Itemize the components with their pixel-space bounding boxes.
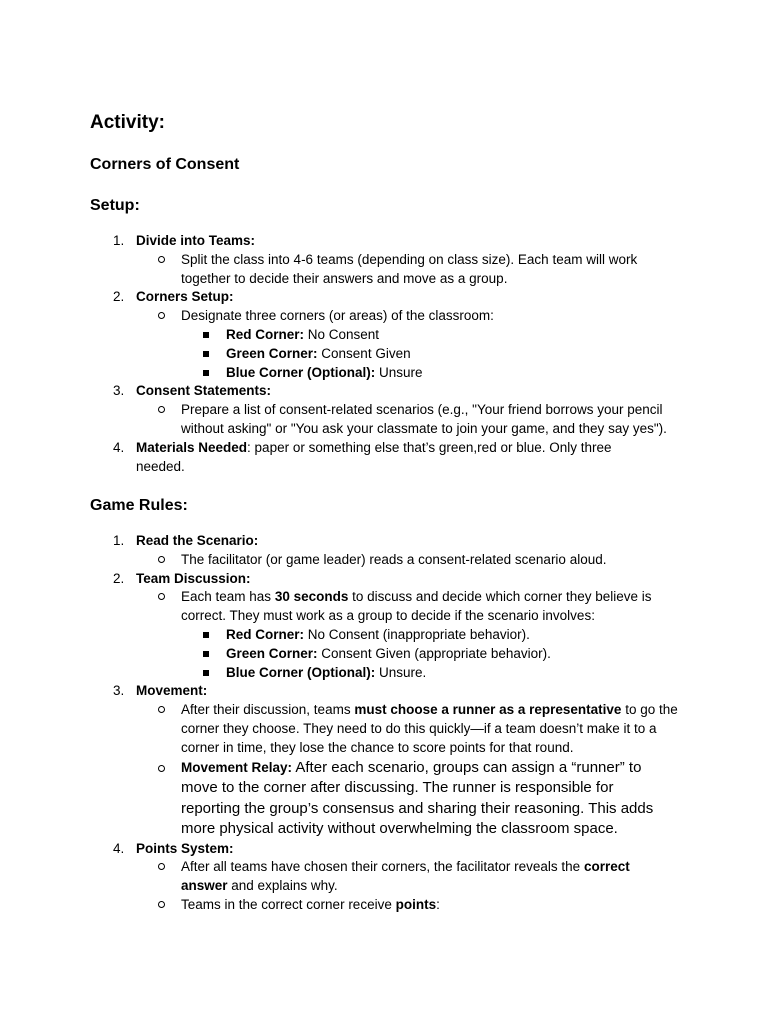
setup-item-3: 3. Consent Statements: [113,383,272,399]
hollow-bullet-icon [158,593,165,600]
hollow-bullet-icon [158,256,165,263]
rule-corner-blue: Blue Corner (Optional): Unsure. [0,664,768,683]
rule-item-3-detail-relay: Movement Relay: After each scenario, groups can assign a “runner” to move to the corner after discussing. The runner is responsible for reporting the group’s consensus and sharing their reasoning. This adds more physical activity without overwhelming the classroom space. [0,758,768,840]
activity-heading: Activity: [90,112,165,133]
square-bullet-icon [203,651,209,657]
game-rules-heading: Game Rules: [90,497,188,514]
square-bullet-icon [203,670,209,676]
square-bullet-icon [203,370,209,376]
rule-item-2: 2. Team Discussion: [113,570,251,586]
corner-green: Green Corner: Consent Given [0,345,768,364]
setup-item-2-detail: Designate three corners (or areas) of the classroom: [0,307,768,326]
rules-list [0,532,768,915]
rule-item-1: 1. Read the Scenario: [113,533,259,548]
rule-item-4: 4. Points System: [113,840,234,856]
hollow-bullet-icon [158,312,165,319]
hollow-bullet-icon [158,765,165,772]
hollow-bullet-icon [158,406,165,413]
setup-item-2: 2. Corners Setup: [113,289,234,305]
square-bullet-icon [203,351,209,357]
activity-name: Corners of Consent [90,156,240,173]
corner-blue: Blue Corner (Optional): Unsure [0,364,768,383]
square-bullet-icon [203,632,209,638]
setup-item-3-detail: Prepare a list of consent-related scenarios (e.g., "Your friend borrows your pencil without asking" or "You ask your classmate to join your game, and they say yes"). [0,401,768,439]
rule-item-2-detail: Each team has 30 seconds to discuss and decide which corner they believe is correct. They must work as a group to decide if the scenario involves: [0,588,768,626]
setup-item-1-detail: Split the class into 4-6 teams (depending on class size). Each team will work together to decide their answers and move as a group. [0,251,768,289]
rule-item-3-detail-runner: After their discussion, teams must choose a runner as a representative to go the corner they choose. They need to do this quickly—if a team doesn’t make it to a corner in time, they lose the chance to score points for that round. [0,701,768,757]
hollow-bullet-icon [158,863,165,870]
setup-heading: Setup: [90,197,140,214]
rule-item-4-detail-reveal: After all teams have chosen their corners, the facilitator reveals the correct answer and explains why. [0,858,768,896]
corner-red: Red Corner: No Consent [0,326,768,345]
hollow-bullet-icon [158,901,165,908]
rule-item-1-detail: The facilitator (or game leader) reads a consent-related scenario aloud. [0,551,768,570]
rule-item-4-detail-points: Teams in the correct corner receive points: [0,896,768,915]
setup-list [0,232,768,476]
setup-item-1: 1. Divide into Teams: [113,233,256,248]
hollow-bullet-icon [158,706,165,713]
square-bullet-icon [203,332,209,338]
hollow-bullet-icon [158,556,165,563]
rule-corner-green: Green Corner: Consent Given (appropriate behavior). [0,645,768,664]
rule-item-3: 3. Movement: [113,683,208,699]
setup-item-4: 4. Materials Needed: paper or something else that’s green,red or blue. Only three needed. [113,439,612,474]
rule-corner-red: Red Corner: No Consent (inappropriate behavior). [0,626,768,645]
